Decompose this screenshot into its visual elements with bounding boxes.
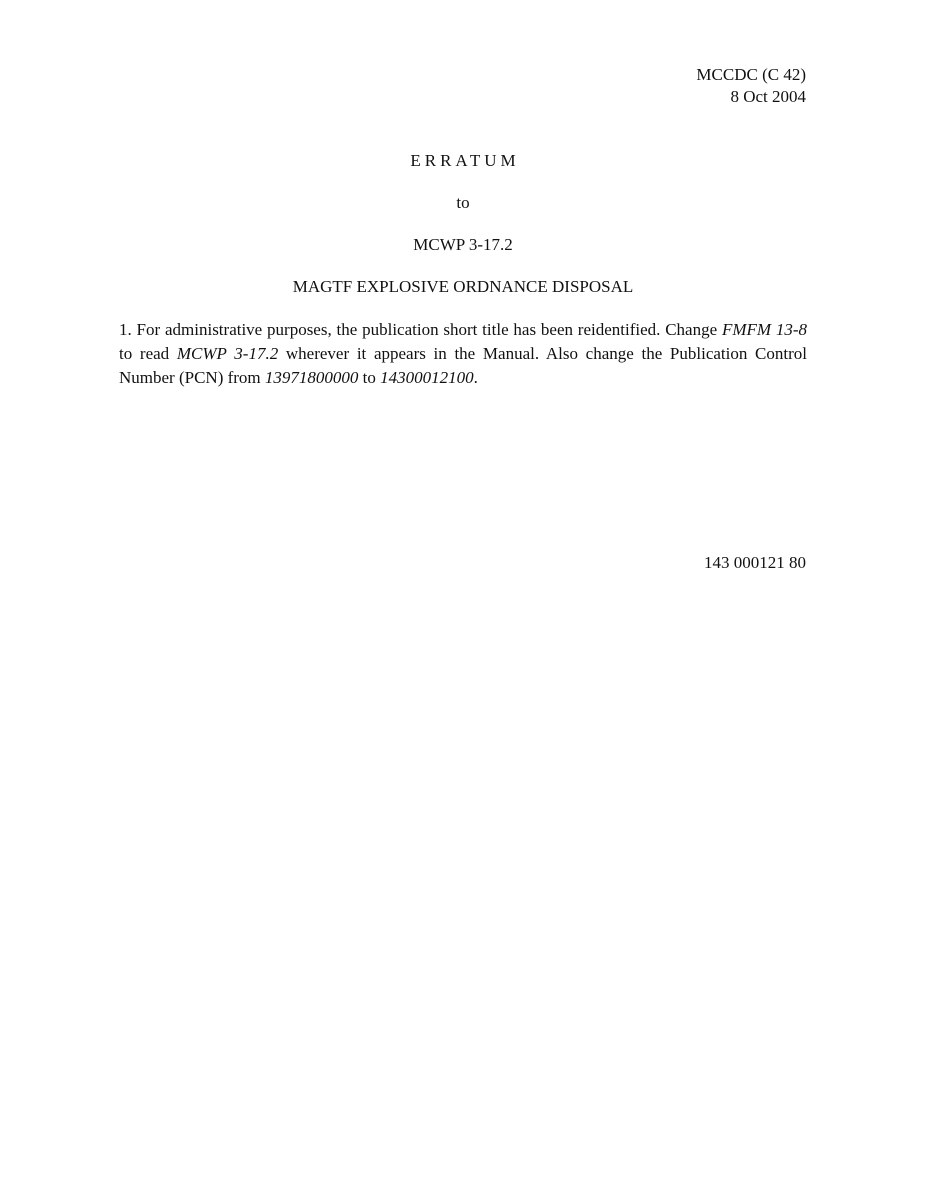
new-pcn: 14300012100 <box>380 368 474 387</box>
paragraph-intro: 1. For administrative purposes, the publication short title has been reidentified. Change <box>119 320 722 339</box>
publication-title: MAGTF EXPLOSIVE ORDNANCE DISPOSAL <box>292 277 634 296</box>
old-pcn: 13971800000 <box>264 368 359 387</box>
to-line: to <box>456 193 470 212</box>
org-code: MCCDC (C 42) <box>696 65 806 84</box>
old-short-title: FMFM 13-8 <box>721 320 807 339</box>
correction-paragraph <box>119 318 807 390</box>
pcn-code: 143 000121 80 <box>704 553 806 572</box>
new-short-title: MCWP 3-17.2 <box>176 344 279 363</box>
erratum-heading: ERRATUM <box>410 151 520 170</box>
publication-number: MCWP 3-17.2 <box>413 235 513 254</box>
paragraph-end: . <box>473 368 478 387</box>
paragraph-mid-2: wherever it appears in the Manual. Also change the Publication Control Number (PCN) from <box>119 344 807 387</box>
document-date: 8 Oct 2004 <box>730 87 806 106</box>
paragraph-to: to <box>358 368 381 387</box>
document-header <box>696 64 806 108</box>
paragraph-mid: to read <box>119 344 177 363</box>
